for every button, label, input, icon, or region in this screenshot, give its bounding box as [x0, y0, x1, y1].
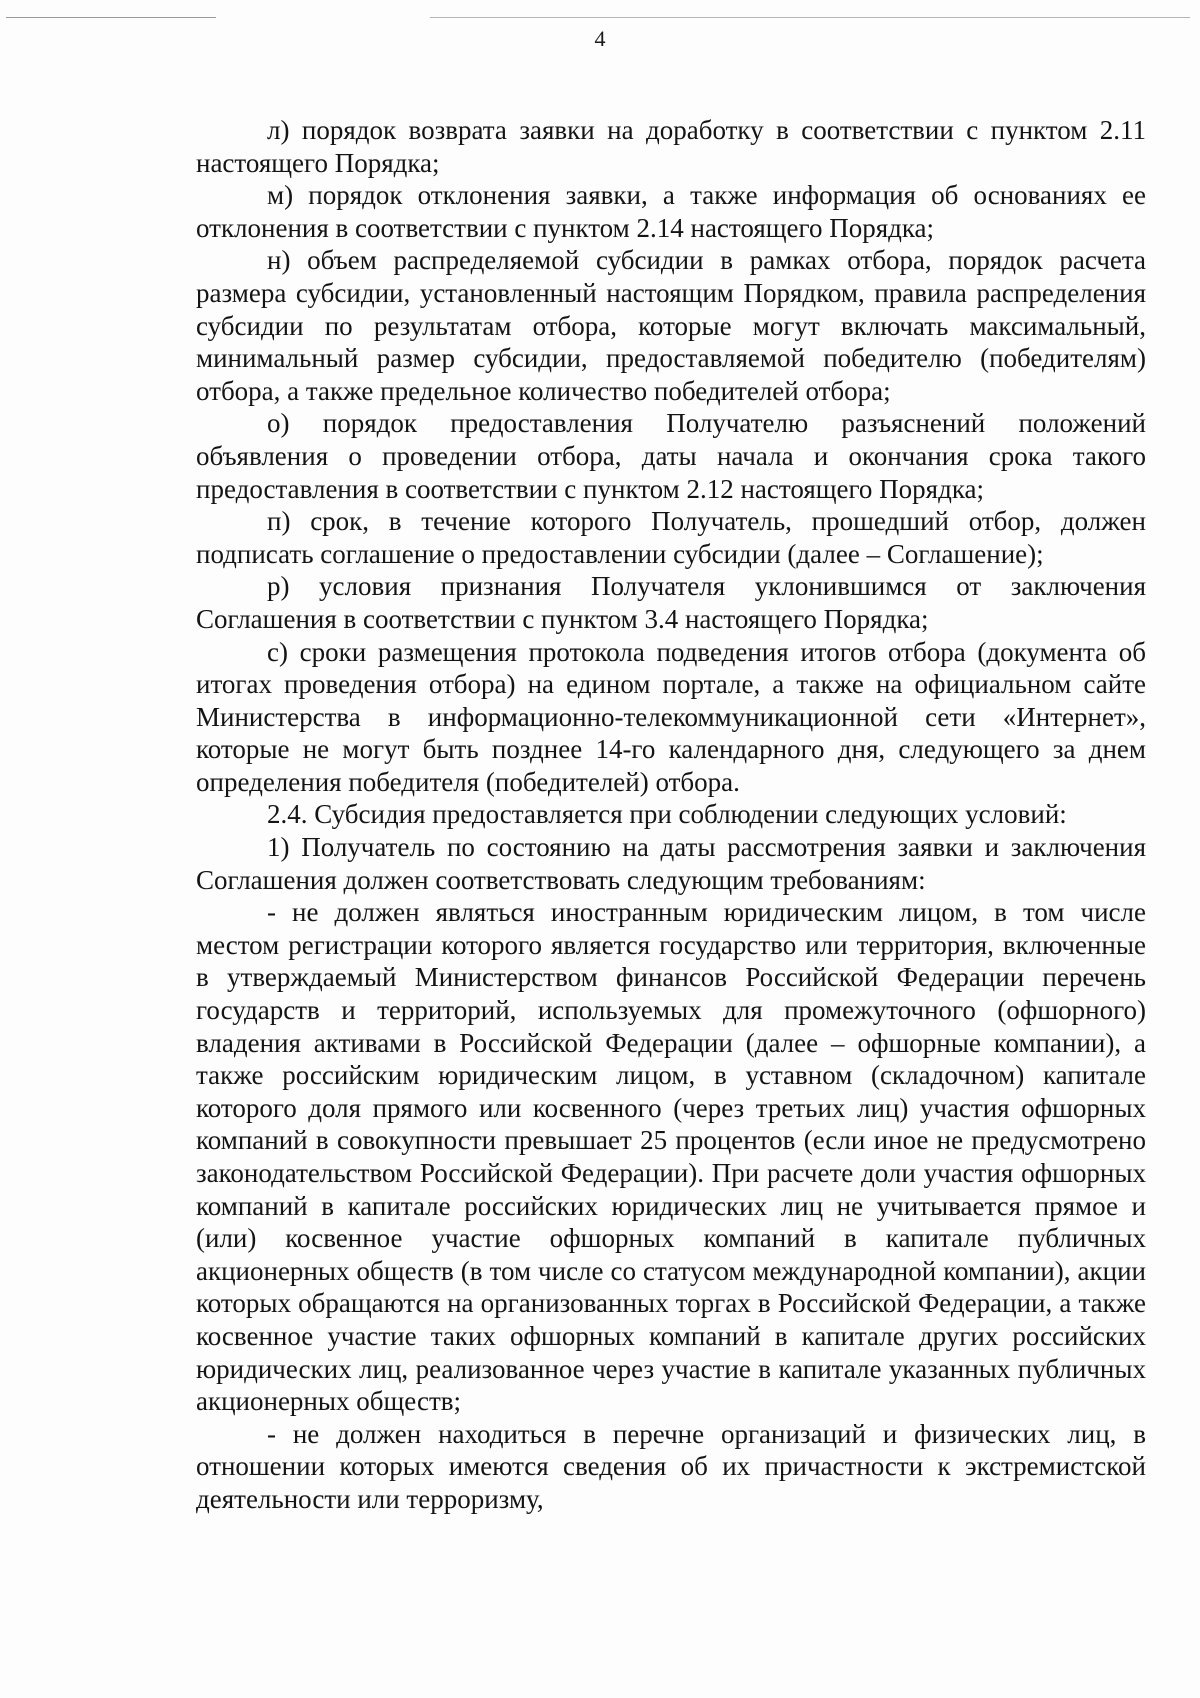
paragraph-r-evasion-conditions: р) условия признания Получателя уклонившимся от заключения Соглашения в соответствии с пунктом 3.4 настоящего Порядка; [196, 571, 1146, 634]
paragraph-p-agreement-term: п) срок, в течение которого Получатель, прошедший отбор, должен подписать соглашение о предоставлении субсидии (далее – Соглашение); [196, 506, 1146, 569]
paragraph-m-rejection-procedure: м) порядок отклонения заявки, а также информация об основаниях ее отклонения в соответствии с пунктом 2.14 настоящего Порядка; [196, 180, 1146, 243]
paragraph-offshore-requirement: - не должен являться иностранным юридическим лицом, в том числе местом регистрации которого является государство или территория, включенные в утверждаемый Министерством финансов Российской Федерации перечень государств и территорий, используемых для промежуточного (офшорного) владения активами в Российской Федерации (далее – офшорные компании), а также российским юридическим лицом, в уставном (складочном) капитале которого доля прямого или косвенного (через третьих лиц) участия офшорных компаний в совокупности превышает 25 процентов (если иное не предусмотрено законодательством Российской Федерации). При расчете доли участия офшорных компаний в капитале российских юридических лиц не учитывается прямое и (или) косвенное участие офшорных компаний в капитале публичных акционерных обществ (в том числе со статусом международной компании), акции которых обращаются на организованных торгах в Российской Федерации, а также косвенное участие таких офшорных компаний в капитале других российских юридических лиц, реализованное через участие в капитале указанных публичных акционерных обществ; [196, 897, 1146, 1417]
paragraph-1-requirements: 1) Получатель по состоянию на даты рассмотрения заявки и заключения Соглашения должен соответствовать следующим требованиям: [196, 832, 1146, 895]
paragraph-extremism-requirement: - не должен находиться в перечне организаций и физических лиц, в отношении которых имеются сведения об их причастности к экстремистской деятельности или терроризму, [196, 1418, 1146, 1514]
paragraph-o-clarifications: о) порядок предоставления Получателю разъяснений положений объявления о проведении отбора, даты начала и окончания срока такого предоставления в соответствии с пунктом 2.12 настоящего Порядка; [196, 408, 1146, 504]
paragraph-2-4-conditions: 2.4. Субсидия предоставляется при соблюдении следующих условий: [267, 799, 1067, 830]
paragraph-n-subsidy-volume: н) объем распределяемой субсидии в рамках отбора, порядок расчета размера субсидии, установленный настоящим Порядком, правила распределения субсидии по результатам отбора, которые могут включать максимальный, минимальный размер субсидии, предоставляемой победителю (победителям) отбора, а также предельное количество победителей отбора; [196, 245, 1146, 406]
scan-edge-right [430, 17, 1190, 18]
paragraph-s-protocol-deadlines: с) сроки размещения протокола подведения итогов отбора (документа об итогах проведения отбора) на едином портале, а также на официальном сайте Министерства в информационно-телекоммуникационной сети «Интернет», которые не могут быть позднее 14-го календарного дня, следующего за днем определения победителя (победителей) отбора. [196, 636, 1146, 797]
document-body [196, 114, 1146, 1516]
scan-edge-left [6, 17, 216, 18]
page-number: 4 [594, 26, 606, 51]
paragraph-l-return-procedure: л) порядок возврата заявки на доработку в соответствии с пунктом 2.11 настоящего Порядка; [196, 115, 1146, 178]
